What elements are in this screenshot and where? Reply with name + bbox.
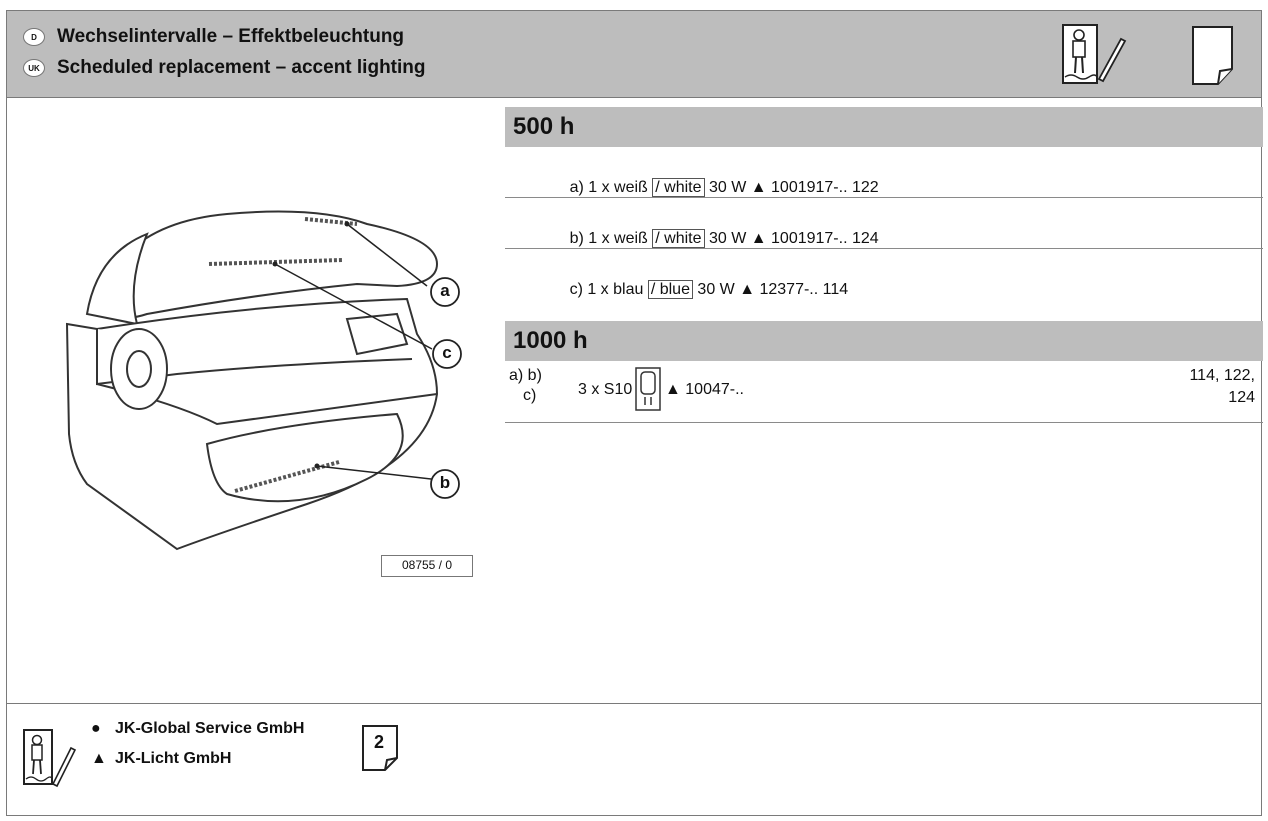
section-500h: 500 h	[505, 107, 1263, 147]
language-badge-de: D	[23, 28, 45, 46]
table-row-500-b	[505, 198, 1263, 249]
row-suffix: 30 W ▲ 1001917-.. 122	[704, 179, 879, 196]
table-row-500-a	[505, 147, 1263, 198]
page-ref-line1: 114, 122,	[1189, 367, 1255, 384]
language-badge-uk: UK	[23, 59, 45, 77]
table-row-500-c	[505, 249, 1263, 300]
lamp-label: / white	[652, 229, 704, 248]
triangle-icon: ▲	[91, 750, 107, 767]
lamp-label: / blue	[648, 280, 693, 299]
starter-icon	[635, 367, 661, 411]
page-references	[1189, 365, 1255, 409]
company-2	[91, 750, 231, 768]
row-suffix: 30 W ▲ 1001917-.. 124	[704, 230, 879, 247]
content-area	[7, 99, 1261, 703]
lamp-label: / white	[652, 178, 704, 197]
row-prefix: a) 1 x weiß	[569, 179, 653, 196]
section-1000h: 1000 h	[505, 321, 1263, 361]
company-2-name: JK-Licht GmbH	[115, 750, 232, 767]
page-number-box	[361, 724, 399, 772]
row-label-line1: a) b)	[509, 367, 542, 384]
german-title-row	[23, 26, 404, 48]
page-icon	[1190, 25, 1236, 87]
figure-number: 08755 / 0	[381, 555, 473, 577]
company-1-name: JK-Global Service GmbH	[115, 720, 305, 737]
english-title: Scheduled replacement – accent lighting	[57, 57, 426, 78]
circle-icon: ●	[91, 720, 101, 737]
row-prefix: c) 1 x blau	[569, 281, 648, 298]
page-ref-line2: 124	[1228, 389, 1255, 406]
row-labels	[509, 366, 542, 406]
callout-b: b	[439, 473, 451, 492]
english-title-row	[23, 57, 426, 79]
row-suffix: 30 W ▲ 12377-.. 114	[692, 281, 849, 298]
document-page	[6, 10, 1262, 816]
footer	[7, 703, 1261, 817]
company-1	[91, 720, 304, 738]
row-label-line2: c)	[523, 387, 537, 404]
technician-icon	[21, 726, 77, 790]
german-title: Wechselintervalle – Effektbeleuchtung	[57, 26, 405, 47]
part-number: ▲ 10047-..	[665, 381, 744, 398]
header-bar	[7, 11, 1261, 98]
sunbed-illustration	[57, 194, 477, 574]
table-row-1000	[505, 361, 1263, 423]
callout-a: a	[440, 281, 450, 300]
row-prefix: b) 1 x weiß	[569, 230, 653, 247]
technician-icon	[1059, 23, 1127, 87]
callout-c: c	[442, 343, 452, 362]
starter-text: 3 x S10	[578, 381, 633, 398]
page-number: 2	[373, 732, 384, 752]
